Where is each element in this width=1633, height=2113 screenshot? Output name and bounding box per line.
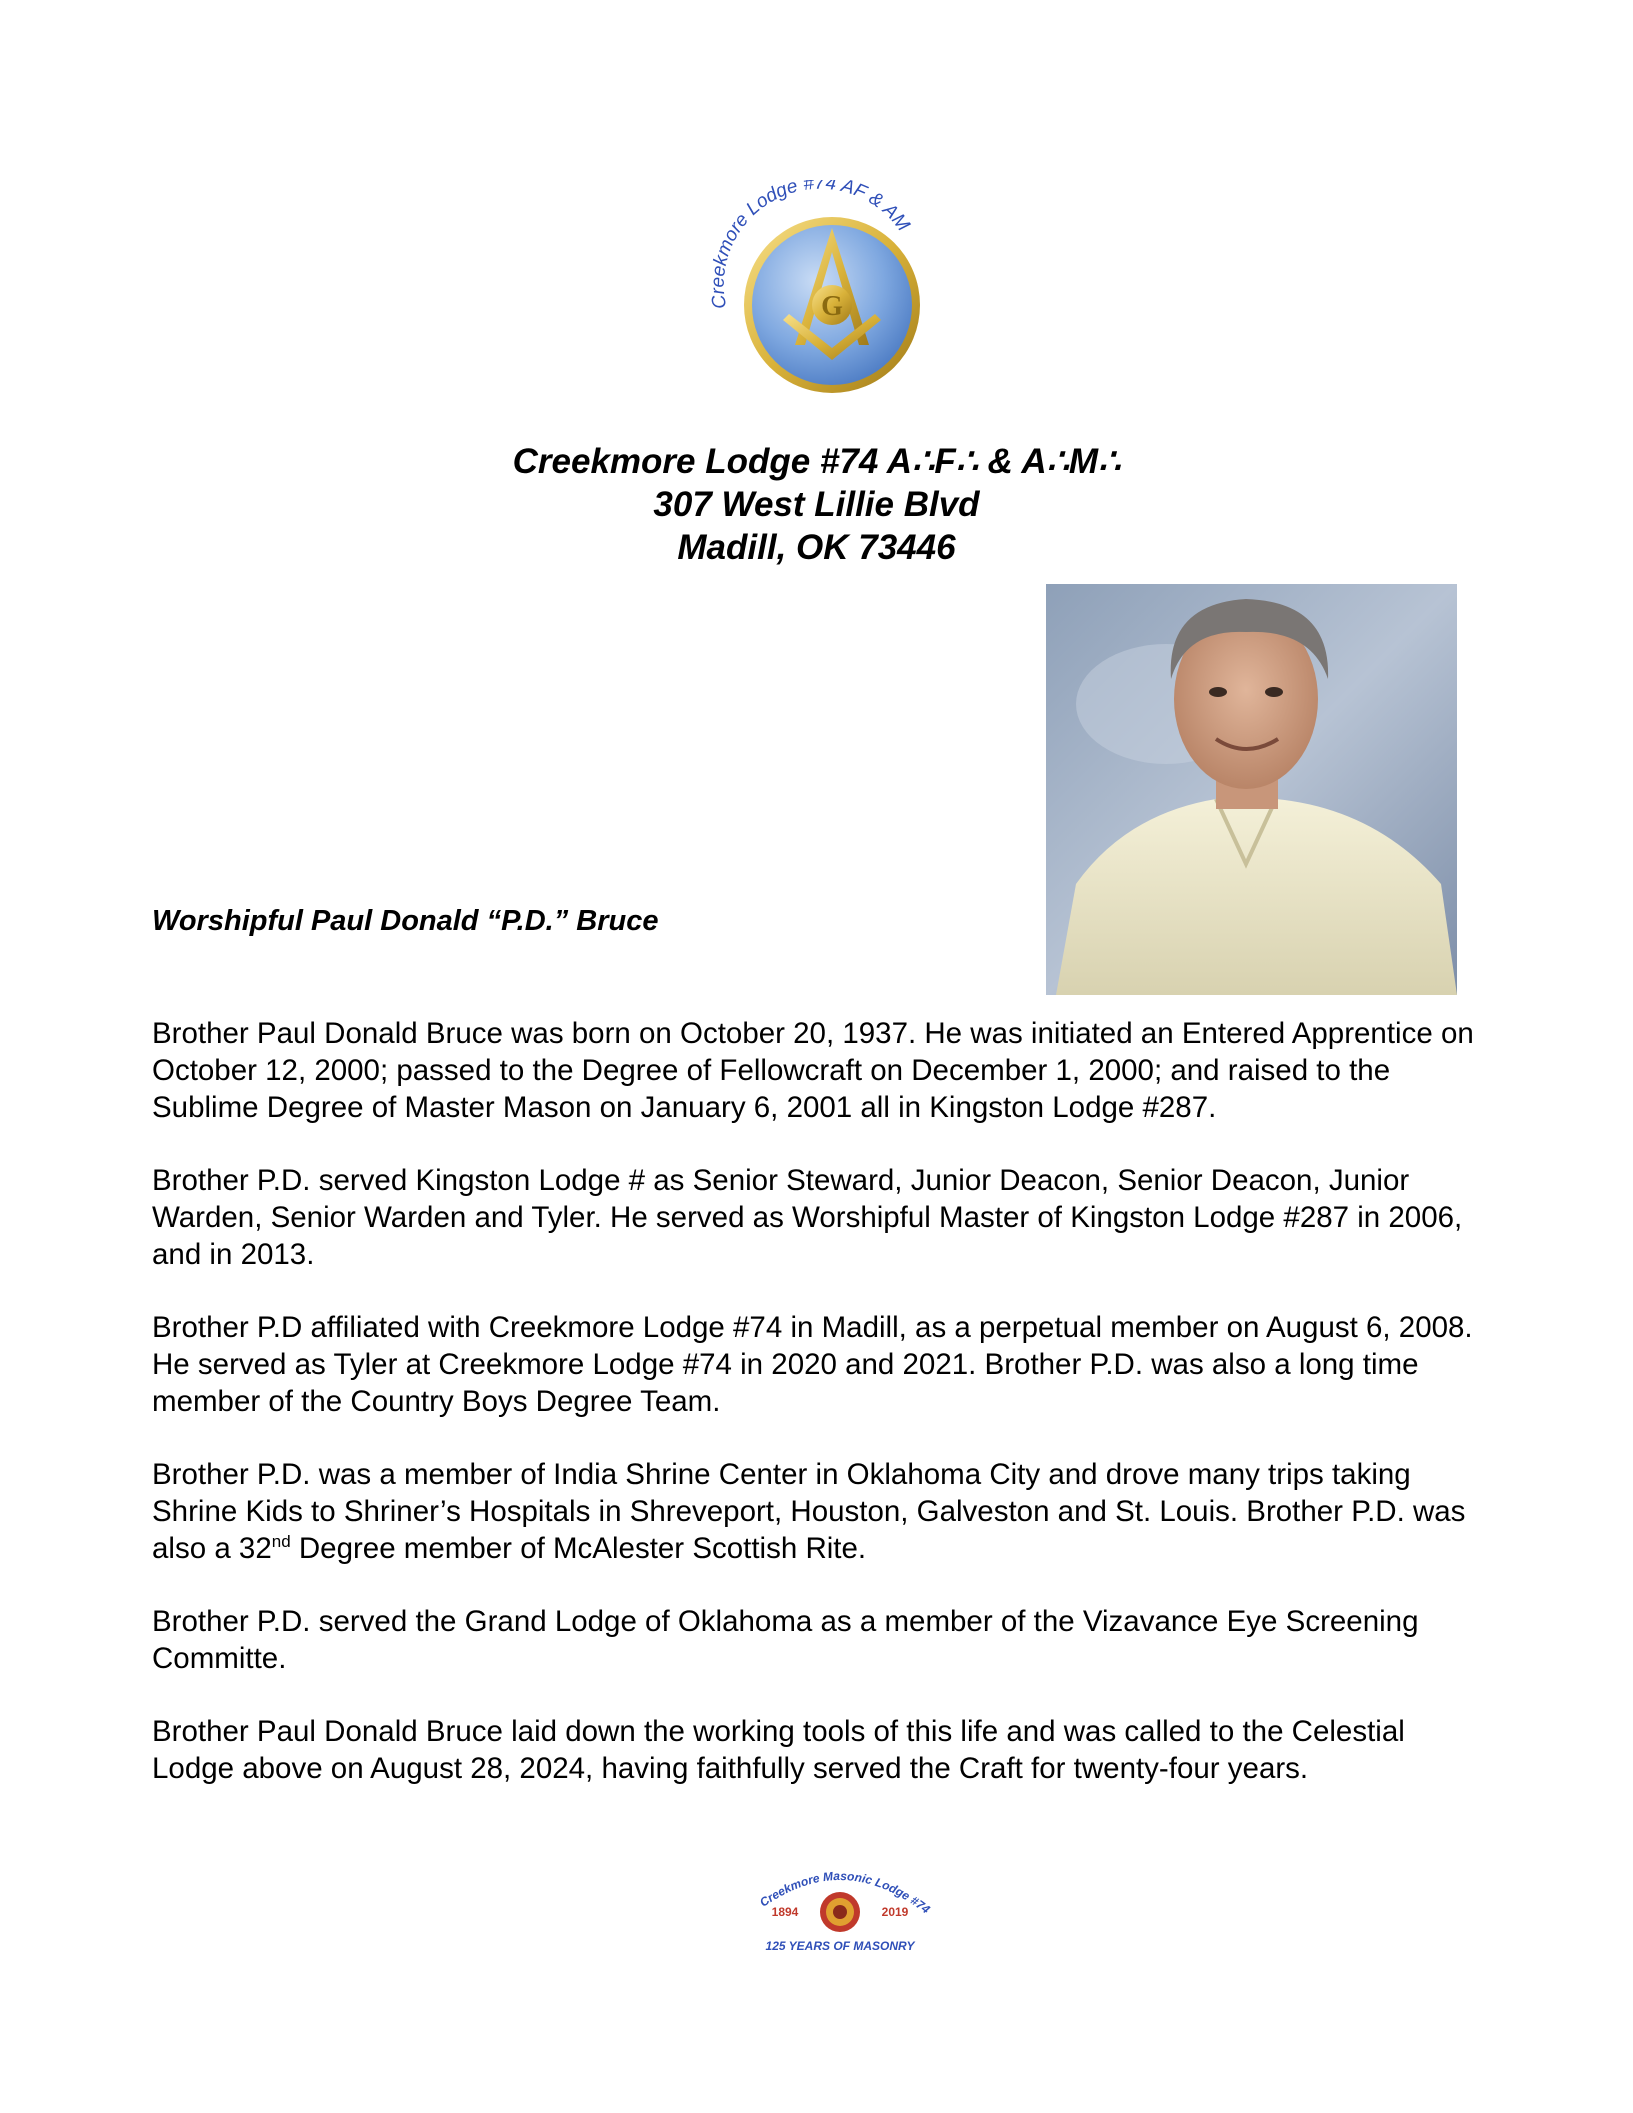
year-anniversary: 2019 — [881, 1905, 909, 1919]
paragraph-shrine — [152, 1456, 1482, 1567]
paragraph-creekmore-affiliation: Brother P.D affiliated with Creekmore Lodge #74 in Madill, as a perpetual member on August 6, 2008. He served as Tyler at Creekmore Lodge #74 in 2020 and 2021. Brother P.D. was also a long time member of the Country Boys Degree Team. — [152, 1311, 1473, 1418]
anniversary-seal-icon — [735, 1850, 945, 1955]
paragraph-birth-initiation: Brother Paul Donald Bruce was born on October 20, 1937. He was initiated an Entered Apprentice on October 12, 2000; passed to the Degree of Fellowcraft on December 1, 2000; and raised to the Sublime Degree of Master Mason on January 6, 2001 all in Kingston Lodge #287. — [152, 1017, 1474, 1124]
anniversary-logo — [735, 1850, 945, 1955]
paragraph-celestial-lodge: Brother Paul Donald Bruce laid down the working tools of this life and was called to the Celestial Lodge above on August 28, 2024, having faithfully served the Craft for twenty-four years. — [152, 1715, 1405, 1785]
biography — [152, 1015, 1482, 1823]
lodge-header — [0, 440, 1633, 569]
anniversary-tagline: 125 YEARS OF MASONRY — [765, 1939, 915, 1953]
portrait-photo — [1046, 584, 1457, 995]
lodge-street: 307 West Lillie Blvd — [653, 485, 980, 524]
emblem-ring-text: Creekmore Lodge #74 AF & AM — [707, 180, 914, 311]
lodge-name: Creekmore Lodge #74 A∴F∴ & A∴M∴ — [512, 442, 1121, 481]
shrine-text-after: Degree member of McAlester Scottish Rite. — [290, 1532, 867, 1565]
portrait-icon — [1046, 584, 1457, 995]
center-letter: G — [821, 291, 843, 322]
square-compass-icon — [705, 180, 935, 400]
memorial-title: Worshipful Paul Donald “P.D.” Bruce — [152, 905, 659, 937]
paragraph-kingston-service: Brother P.D. served Kingston Lodge # as Senior Steward, Junior Deacon, Senior Deacon, Junior Warden, Senior Warden and Tyler. He served as Worshipful Master of Kingston Lodge #287 in 2006, and in 2013. — [152, 1164, 1463, 1271]
lodge-city: Madill, OK 73446 — [677, 528, 956, 567]
paragraph-grand-lodge: Brother P.D. served the Grand Lodge of Oklahoma as a member of the Vizavance Eye Screening Committe. — [152, 1605, 1419, 1675]
year-founded: 1894 — [771, 1905, 799, 1919]
ordinal-suffix: nd — [271, 1532, 291, 1552]
shrine-text-before: Brother P.D. was a member of India Shrine Center in Oklahoma City and drove many trips taking Shrine Kids to Shriner’s Hospitals in Shreveport, Houston, Galveston and St. Louis. Brother P.D. was also a 32 — [152, 1458, 1466, 1565]
anniversary-arc-text: Creekmore Masonic Lodge #74 — [757, 1868, 933, 1917]
lodge-emblem — [705, 180, 935, 400]
